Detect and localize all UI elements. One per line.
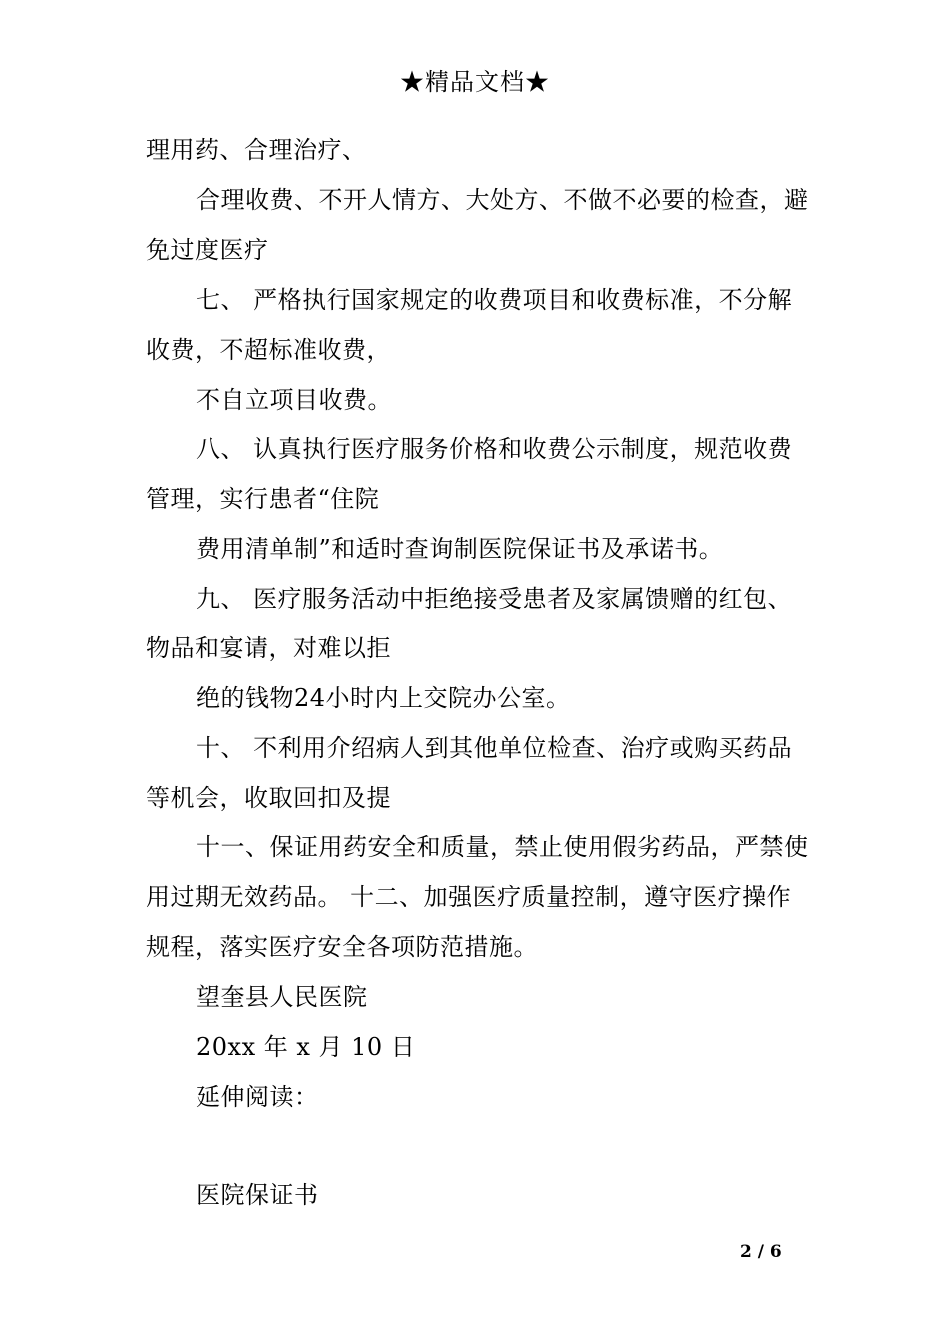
document-header-title: ★精品文档★ (400, 68, 550, 96)
body-text-line: 物品和宴请，对难以拒 (146, 634, 391, 662)
body-text-line: 九、 医疗服务活动中拒绝接受患者及家属馈赠的红包、 (196, 585, 793, 613)
page-number: 2 / 6 (740, 1242, 782, 1262)
body-text-line: 管理，实行患者“住院 (146, 485, 380, 513)
body-text-line: 收费，不超标准收费， (146, 336, 391, 364)
body-text-line: 合理收费、不开人情方、大处方、不做不必要的检查，避 (196, 186, 809, 214)
signature-organization: 望奎县人民医院 (196, 983, 368, 1011)
body-text-line: 十一、保证用药安全和质量，禁止使用假劣药品，严禁使 (196, 833, 809, 861)
body-text-line: 七、 严格执行国家规定的收费项目和收费标准，不分解 (196, 286, 793, 314)
body-text-line: 十、 不利用介绍病人到其他单位检查、治疗或购买药品 (196, 734, 793, 762)
body-text-line: 免过度医疗 (146, 236, 269, 264)
extended-reading-label: 延伸阅读： (196, 1083, 319, 1111)
body-text-line: 等机会，收取回扣及提 (146, 784, 391, 812)
section-title: 医院保证书 (196, 1181, 319, 1209)
body-text-line: 绝的钱物24小时内上交院办公室。 (196, 684, 571, 712)
body-text-line: 规程，落实医疗安全各项防范措施。 (146, 933, 538, 961)
body-text-line: 八、 认真执行医疗服务价格和收费公示制度，规范收费 (196, 435, 793, 463)
body-text-line: 不自立项目收费。 (196, 386, 392, 414)
body-text-line: 费用清单制”和适时查询制医院保证书及承诺书。 (196, 535, 724, 563)
body-text-line: 用过期无效药品。 十二、加强医疗质量控制，遵守医疗操作 (146, 883, 792, 911)
body-text-line: 理用药、合理治疗、 (146, 136, 367, 164)
signature-date: 20xx 年 x 月 10 日 (196, 1033, 416, 1061)
